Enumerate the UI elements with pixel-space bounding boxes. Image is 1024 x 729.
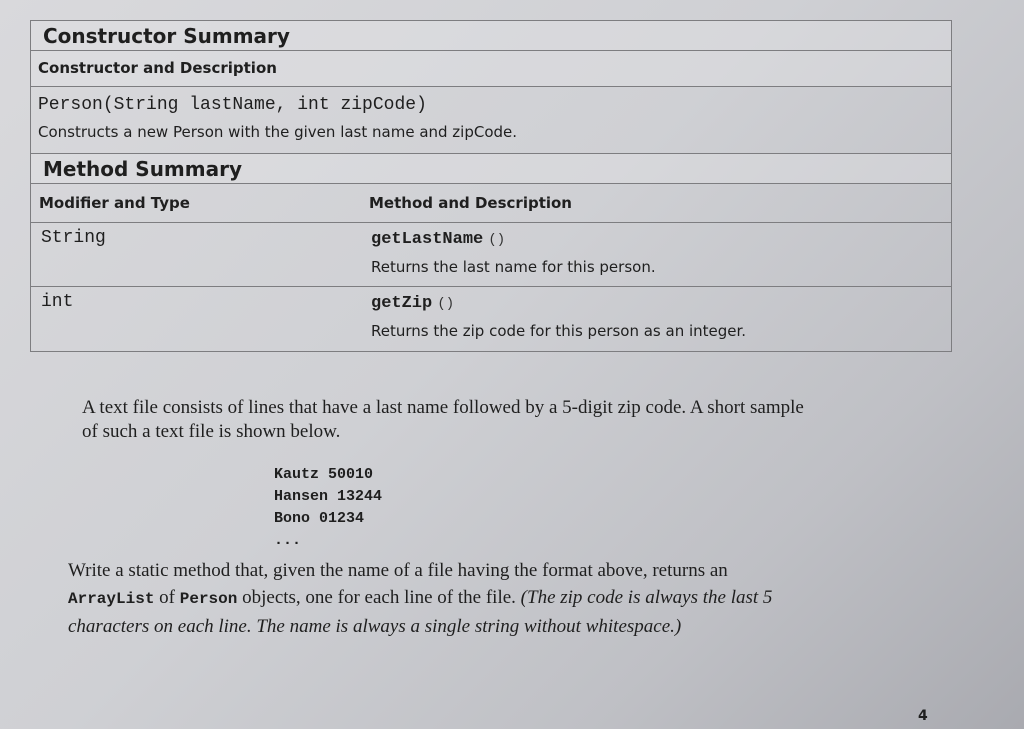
method-name: getZip (371, 294, 433, 313)
sample-line: Hansen 13244 (274, 488, 383, 505)
constructor-description: Constructs a new Person with the given last name and zipCode. (38, 123, 518, 141)
method-description-header: Method and Description (369, 194, 572, 212)
method-return-type: String (41, 228, 106, 248)
method-summary-title: Method Summary (31, 154, 951, 184)
sample-line: ... (274, 532, 302, 549)
task-line-3: characters on each line. The name is always a single string without whitespace.) (68, 616, 682, 637)
method-return-type: int (41, 292, 74, 312)
modifier-type-header: Modifier and Type (39, 194, 190, 212)
method-name: getLastName (371, 230, 484, 249)
sample-file-content (274, 464, 382, 552)
problem-intro (82, 396, 804, 444)
constructor-summary-title: Constructor Summary (31, 21, 951, 51)
method-params: () (437, 296, 455, 312)
intro-line-2: of such a text file is shown below. (82, 421, 341, 442)
problem-task (68, 557, 772, 640)
intro-line-1: A text file consists of lines that have a last name followed by a 5-digit zip code. A short sample (82, 397, 804, 418)
method-row-getzip (31, 287, 951, 351)
task-line-1: Write a static method that, given the name of a file having the format above, returns an (68, 560, 728, 581)
person-code: Person (179, 590, 238, 608)
sample-line: Bono 01234 (274, 510, 365, 527)
arraylist-code: ArrayList (68, 590, 155, 608)
task-of: of (154, 587, 180, 608)
constructor-params: (String lastName, int zipCode) (102, 95, 427, 115)
constructor-signature (38, 95, 944, 115)
method-row-getlastname (31, 223, 951, 287)
api-summary-box (30, 20, 952, 352)
task-italic-a: (The zip code is always the last 5 (520, 587, 773, 608)
task-line-2 (68, 584, 772, 613)
sample-line: Kautz 50010 (274, 466, 374, 483)
task-line-2-rest: objects, one for each line of the file. (237, 587, 521, 608)
constructor-column-header: Constructor and Description (31, 51, 951, 87)
method-table-header (31, 184, 951, 223)
constructor-name: Person (38, 95, 103, 115)
method-params: () (488, 232, 506, 248)
page-number: 4 (918, 708, 928, 724)
method-description: Returns the last name for this person. (371, 258, 656, 276)
constructor-row (31, 87, 951, 154)
method-description: Returns the zip code for this person as an integer. (371, 322, 747, 340)
